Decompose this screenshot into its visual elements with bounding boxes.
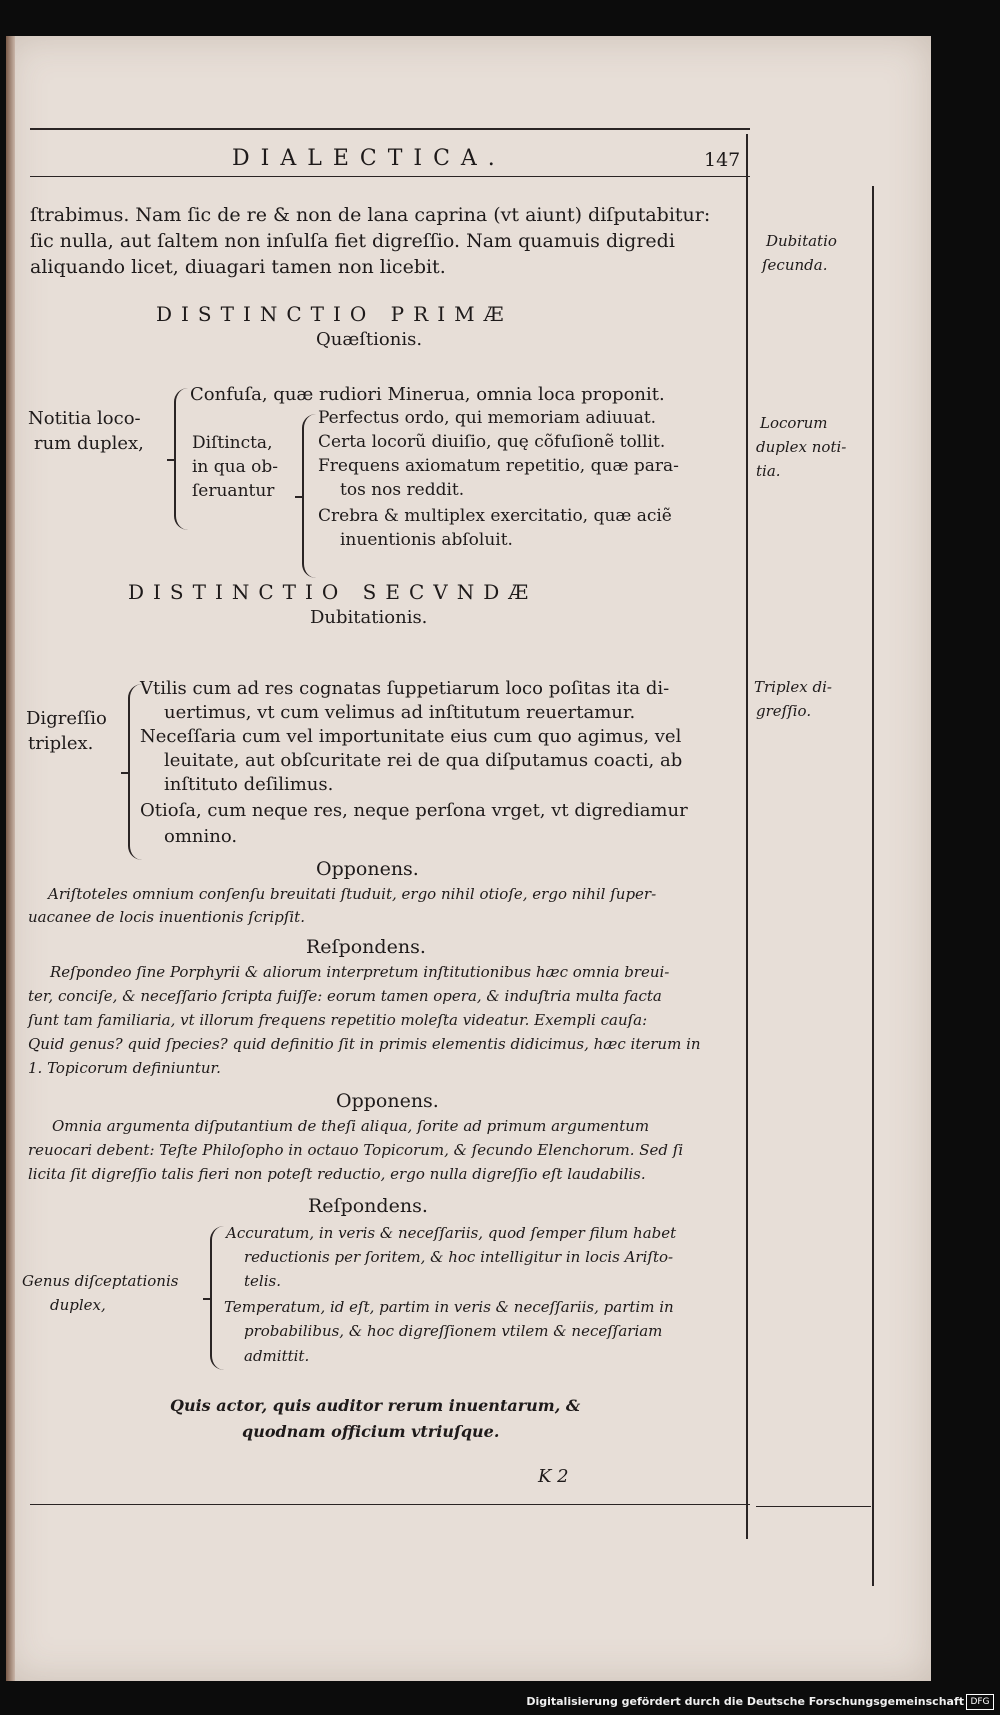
- signature-mark: K 2: [538, 1466, 569, 1487]
- opponens-text: licita ſit digreſſio talis fieri non poteſt reductio, ergo nulla digreſſio eſt laudabilis.: [28, 1165, 646, 1183]
- genus-item: reductionis per ſoritem, & hoc intelligitur in locis Ariſto-: [244, 1248, 674, 1266]
- opponens-label: Opponens.: [336, 1090, 439, 1112]
- left-label-line: triplex.: [28, 733, 94, 754]
- opponens-text: uacanee de locis inuentionis ſcripſit.: [28, 908, 305, 926]
- section-subheading: Dubitationis.: [310, 607, 428, 628]
- digressio-item: Neceſſaria cum vel importunitate eius cum quo agimus, vel: [140, 726, 682, 747]
- page-number: 147: [704, 149, 741, 171]
- opponens-text: reuocari debent: Teſte Philoſopho in octauo Topicorum, & ſecundo Elenchorum. Sed ſi: [28, 1141, 684, 1159]
- digressio-item: Otioſa, cum neque res, neque perſona vrget, vt digrediamur: [140, 800, 688, 821]
- margin-column-rule-left: [746, 134, 748, 1539]
- sub-item: tos nos reddit.: [340, 480, 465, 500]
- digressio-item: leuitate, aut obſcuritate rei de qua diſputamus coacti, ab: [164, 750, 683, 771]
- closing-question-line: Quis actor, quis auditor rerum inuentarum, &: [170, 1396, 581, 1415]
- genus-item: admittit.: [244, 1347, 310, 1365]
- margin-note-line: ſecunda.: [762, 256, 828, 274]
- closing-question-line: quodnam officium vtriuſque.: [242, 1422, 500, 1441]
- first-item: Confuſa, quæ rudiori Minerua, omnia loca proponit.: [190, 384, 665, 405]
- digressio-item: inſtituto deſilimus.: [164, 774, 334, 795]
- genus-item: Temperatum, id eſt, partim in veris & neceſſariis, partim in: [224, 1298, 674, 1316]
- left-label-line: rum duplex,: [34, 433, 144, 454]
- book-spine: [6, 36, 15, 1681]
- respondens-text: ter, conciſe, & neceſſario ſcripta fuiſſe: eorum tamen opera, & induſtria multa facta: [28, 987, 662, 1005]
- sub-item: inuentionis abſoluit.: [340, 530, 513, 550]
- header-rule: [30, 176, 750, 177]
- respondens-label: Reſpondens.: [308, 1195, 428, 1217]
- margin-note-line: duplex noti-: [756, 438, 847, 456]
- bottom-rule: [30, 1504, 750, 1505]
- left-label-line: Notitia loco-: [28, 408, 141, 429]
- section-heading: DISTINCTIO PRIMÆ: [156, 302, 513, 326]
- digressio-item: Vtilis cum ad res cognatas ſuppetiarum loco poſitas ita di-: [140, 678, 670, 699]
- respondens-label: Reſpondens.: [306, 936, 426, 958]
- section-subheading: Quæſtionis.: [316, 329, 423, 350]
- genus-label-line: duplex,: [50, 1296, 106, 1314]
- opponens-label: Opponens.: [316, 858, 419, 880]
- margin-note-line: Triplex di-: [754, 678, 832, 696]
- intro-line: ſtrabimus. Nam ſic de re & non de lana caprina (vt aiunt) diſputabitur:: [30, 204, 711, 226]
- margin-note-line: Locorum: [760, 414, 828, 432]
- intro-line: ſic nulla, aut ſaltem non inſulſa fiet digreſſio. Nam quamuis digredi: [30, 230, 675, 252]
- brace-genus: [210, 1226, 224, 1370]
- genus-item: telis.: [244, 1272, 281, 1290]
- margin-note-line: Dubitatio: [766, 232, 837, 250]
- respondens-text: 1. Topicorum definiuntur.: [28, 1059, 221, 1077]
- respondens-text: ſunt tam familiaria, vt illorum frequens repetitio moleſta videatur. Exempli cauſa:: [28, 1011, 648, 1029]
- book-page: [6, 36, 931, 1681]
- mid-label-line: in qua ob-: [192, 457, 279, 477]
- running-title: DIALECTICA.: [232, 146, 506, 171]
- sub-item: Perfectus ordo, qui memoriam adiuuat.: [318, 408, 657, 428]
- digressio-item: omnino.: [164, 826, 238, 847]
- bottom-rule-margin: [756, 1506, 871, 1507]
- genus-label-line: Genus diſceptationis: [22, 1272, 179, 1290]
- mid-label-line: Diſtincta,: [192, 433, 273, 453]
- top-rule: [30, 128, 750, 130]
- respondens-text: Quid genus? quid ſpecies? quid definitio ſit in primis elementis didicimus, hæc iterum in: [28, 1035, 701, 1053]
- genus-item: Accuratum, in veris & neceſſariis, quod ſemper filum habet: [226, 1224, 677, 1242]
- intro-line: aliquando licet, diuagari tamen non licebit.: [30, 256, 446, 278]
- footer-bar: [0, 1690, 1000, 1715]
- brace-inner: [302, 414, 316, 578]
- opponens-text: Ariſtoteles omnium conſenſu breuitati ſtuduit, ergo nihil otioſe, ergo nihil ſuper-: [48, 885, 657, 903]
- genus-item: probabilibus, & hoc digreſſionem vtilem & neceſſariam: [244, 1322, 663, 1340]
- respondens-text: Reſpondeo ſine Porphyrii & aliorum interpretum inſtitutionibus hæc omnia breui-: [50, 963, 670, 981]
- footer-credit: Digitalisierung gefördert durch die Deutsche Forschungsgemeinschaft: [526, 1695, 964, 1708]
- section-heading: DISTINCTIO SECVNDÆ: [128, 580, 538, 604]
- sub-item: Frequens axiomatum repetitio, quæ para-: [318, 456, 679, 476]
- mid-label-line: ſeruantur: [192, 481, 275, 501]
- dfg-logo-icon: DFG: [966, 1694, 994, 1710]
- sub-item: Certa locorũ diuiſio, quę cõfuſionẽ tollit.: [318, 432, 666, 452]
- margin-note-line: tia.: [756, 462, 781, 480]
- brace-digressio: [128, 684, 142, 860]
- sub-item: Crebra & multiplex exercitatio, quæ aciẽ: [318, 506, 672, 526]
- digressio-item: uertimus, vt cum velimus ad inſtitutum reuertamur.: [164, 702, 636, 723]
- margin-note-line: greſſio.: [756, 702, 812, 720]
- left-label-line: Digreſſio: [26, 708, 107, 729]
- margin-column-rule-right: [872, 186, 874, 1586]
- opponens-text: Omnia argumenta diſputantium de theſi aliqua, ſorite ad primum argumentum: [52, 1117, 650, 1135]
- brace-outer: [174, 388, 188, 530]
